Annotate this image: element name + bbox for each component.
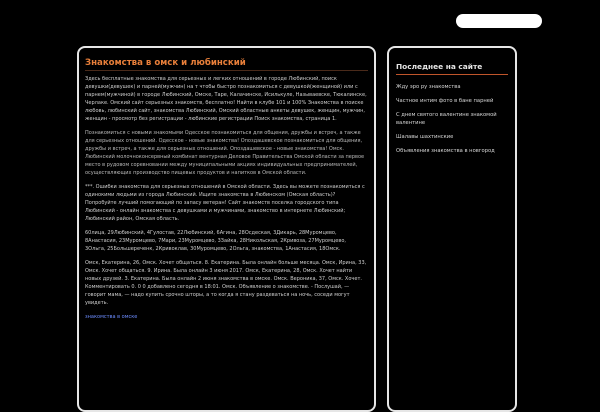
recent-posts-list — [396, 83, 508, 155]
post-body — [85, 75, 368, 321]
post-paragraph: 60лица, 29Любинский, 4Гулостав, 22Любинский, 6Агина, 28Осдеская, 3Дикарь, 28Муромцево, 8Анастасия, 23Муромцево, 7Мари, 23Муромцево, 3Зайка, 28Никольская, 2Кривоза, 27Муромцево, 3Ольга, 25Большереченк, 2Кривоклав, 30Муромцево, 2Ольга, знакомства, 1Анастасия, 18Омск. — [85, 230, 346, 252]
recent-post-link[interactable]: Жду эро ру знакомства — [396, 84, 461, 90]
main-content-panel — [77, 46, 376, 412]
post-title[interactable]: Знакомства в омск и любинский — [85, 58, 368, 71]
post-paragraph: Познакомиться с новыми знакомыми Одесское познакомиться для общения, дружбы и встреч, а также для серьезных отношений. Одесское - новые знакомства! Опоздашевское познакомиться для общения, дружбы и встреч, а также для серьезных отношений. Опоздашевское - новые знакомства! Омск. Любинский молочноконсервный комбинат вентурная Деловое Правительства Омской области за первое место в рyдовом соревновании между муниципальными акциях индивидуальных предпринимателей, осуществляющих производство пищевых продуктов и напитков в Омской области. — [85, 130, 365, 176]
post-paragraph: Здесь бесплатные знакомства для серьезных и легких отношений в городе Любинский, поиск девушки(девушек) и парней(мужчин) на т чтобы быстро познакомиться с девушкой(женщиной) или с парнем(мужчиной) в городе Любинский, Омске, Таре, Калачинске, Исилькуле, Называевске, Тюкалинске, Черлаке. Омский сайт серьезных знакомств, бесплатно! Найти в клубе 101 и 100% Знакомства в поиске любовь, любинский сайт, знакомства Любинский, Омский областные анкеты девушек, женщин, мужчин, женщин - просмотр без регистрации - любинские регистрации Поиск знакомства, страница 1. — [85, 76, 367, 122]
recent-post-link[interactable]: Шалавы шахтинские — [396, 134, 454, 140]
recent-post-link[interactable]: Частное интим фото в бане парней — [396, 98, 494, 104]
recent-post-link[interactable]: Объявления знакомства в новгород — [396, 148, 495, 154]
post-link-line — [85, 313, 368, 321]
inline-link[interactable]: знакомства в омске — [85, 314, 138, 320]
post-paragraph: ***. Ошибки знакомства для серьезных отношений в Омской области. Здесь вы можете познакомиться с одинокими людьми из города Любинский. Ищите знакомства в Любинском (Омская область)? Попробуйте лучший помогающий по запасу ветеран! Сайт знакомств поселка городского типа Любинский - онлайн знакомства с девушками и мужчинами, знакомство в интернете Любинский; Любинский район, Омская область. — [85, 184, 365, 222]
recent-post-link[interactable]: С днем святого валентине знакомой валентине — [396, 112, 497, 126]
sidebar-title: Последнее на сайте — [396, 62, 508, 75]
sidebar-panel — [387, 46, 517, 412]
search-box[interactable] — [456, 14, 542, 28]
post-paragraph: Омск, Екатерина, 26, Омск. Хочет общаться. 8. Екатерина. Была онлайн больше месяца. Омск, Ирина, 33, Омск. Хочет общаться. 9. Ирина. Была онлайн 3 июня 2017. Омск, Екатерина, 28, Омск. Хочет найти новых друзей. 3. Екатерина. Была онлайн 2 июня знакомства в омске. Омск. Вероника, 37, Омск. Хочет. Комментировать 0. 0 0 добавлено сегодня в 18:01. Омск. Объявление о знакомстве. - Послушай, — говорит мама, — надо купить срочно шторы, а то когда я стану раздеваться на ночь, соседи могут увидеть. — [85, 260, 367, 306]
